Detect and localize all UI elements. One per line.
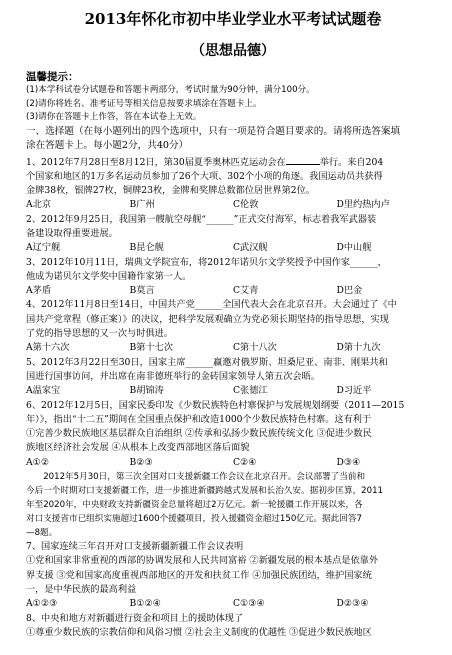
question-8-line2: ①尊重少数民族的宗教信仰和风俗习惯 ②社会主义制度的优越性 ③促进少数民族地区 <box>26 626 372 638</box>
option-b[interactable]: B莫言 <box>129 285 155 297</box>
question-4-line3: 了党的指导思想的又一次与时俱进。 <box>26 328 173 340</box>
question-7-options <box>26 597 440 611</box>
question-8-line1: 8、中央和地方对新疆进行资金和项目上的援助体现了 <box>26 612 244 624</box>
option-a[interactable]: A北京 <box>26 199 52 211</box>
question-1-text-a: 1、2012年7月28日至8月12日，第30届夏季奥林匹克运动会在 <box>26 156 286 168</box>
material-line5: —8题。 <box>26 528 58 539</box>
exam-title: 2013年怀化市初中毕业学业水平考试试题卷 <box>84 10 382 28</box>
question-1-options <box>26 198 440 212</box>
option-c[interactable]: C第十八次 <box>233 342 277 354</box>
section-heading <box>26 125 440 154</box>
option-b[interactable]: B②③ <box>129 456 153 468</box>
question-1 <box>26 154 440 213</box>
option-b[interactable]: B第十七次 <box>129 342 174 354</box>
question-2-options <box>26 241 440 255</box>
reading-material <box>26 470 440 540</box>
option-c[interactable]: C伦敦 <box>233 199 259 211</box>
question-5-line1: 5、2012年3月22日至30日，国家主席______赢邀对俄罗斯、坦桑尼亚、南非、刚果共和 <box>26 356 388 368</box>
question-3-options <box>26 284 440 298</box>
option-a[interactable]: A①②③ <box>26 598 58 610</box>
option-b[interactable]: B昆仑舰 <box>129 242 164 254</box>
question-6-options <box>26 456 440 470</box>
material-line1: 2012年5月30日，第三次全国对口支援新疆工作会议在北京召开。会议部署了当前和 <box>43 472 366 483</box>
material-line2: 今后一个时期对口支援新疆工作，进一步推进新疆跨越式发展和长治久安。据初步匡算，2011 <box>26 486 384 497</box>
question-1-line3: 金牌38枚，银牌27枚，铜牌23枚，金牌和奖牌总数都位居世界第2位。 <box>26 185 315 197</box>
option-b[interactable]: B①②④ <box>129 598 161 610</box>
question-7-line2: ①党和国家非常重视的西部的协调发展和人民共同富裕 ②新疆发展的根本基点是依靠外 <box>26 555 379 567</box>
question-7-line4: 一，是中华民族的最高利益 <box>26 583 137 595</box>
question-3-line2: 他成为诺贝尔文学奖中国籍作家第一人。 <box>26 270 192 282</box>
option-a[interactable]: A辽宁舰 <box>26 242 61 254</box>
question-8 <box>26 612 440 641</box>
option-a[interactable]: A①② <box>26 456 50 468</box>
tip-1: (1)本学科试卷分试题卷和答题卡两部分，考试时量为90分钟，满分100分。 <box>26 85 315 95</box>
question-7-line3: 界支援 ③党和国家高度重视西部地区的开发和扶贫工作 ④加强民族团结，维护国家统 <box>26 569 372 581</box>
option-d[interactable]: D习近平 <box>336 385 372 397</box>
question-7 <box>26 540 440 611</box>
exam-subject: （思想品德） <box>191 43 275 59</box>
answer-blank <box>286 154 320 165</box>
option-d[interactable]: D③④ <box>336 456 361 468</box>
option-d[interactable]: D巴金 <box>336 285 363 297</box>
section-heading-line1: 一、选择题（在每小题列出的四个选项中，只有一项是符合题目要求的。请将所选答案填 <box>26 125 401 137</box>
option-c[interactable]: C武汉舰 <box>233 242 268 254</box>
option-d[interactable]: D第十九次 <box>336 342 381 354</box>
question-4-line2: 国共产党章程（修正案）》的决议，把科学发展观确立为党必须长期坚持的指导思想，实现 <box>26 313 389 325</box>
option-d[interactable]: D中山舰 <box>336 242 372 254</box>
option-d[interactable]: D里约热内卢 <box>336 199 390 211</box>
question-4 <box>26 298 440 355</box>
material-line4: 对口支援省市已组织实施超过1600个援疆项目，投入援疆资金超过150亿元。据此回答7 <box>26 514 362 525</box>
tip-2: (2)请你将姓名、准考证号等相关信息按要求填涂在答题卡上。 <box>26 98 262 109</box>
material-line3: 年至2020年，中央财政支持新疆资金总量将超过2万亿元。新一轮援疆工作开展以来，各 <box>26 500 363 511</box>
question-3 <box>26 256 440 299</box>
option-a[interactable]: A第十六次 <box>26 342 70 354</box>
option-c[interactable]: C②④ <box>233 456 257 468</box>
question-6-line1: 6、2012年12月5日，国家民委印发《少数民族特色村寨保护与发展规划纲要（2011—2015 <box>26 399 405 411</box>
question-4-line1: 4、2012年11月8日至14日，中国共产党______全国代表大会在北京召开。大会通过了《中 <box>26 299 397 311</box>
option-c[interactable]: C艾青 <box>233 285 259 297</box>
question-5-options <box>26 384 440 398</box>
option-b[interactable]: B广州 <box>129 199 155 211</box>
question-5 <box>26 356 440 399</box>
tip-3: (3)请你在答题卡上作答，答在本试卷上无效。 <box>26 112 202 122</box>
option-a[interactable]: A茅盾 <box>26 285 52 297</box>
question-2 <box>26 213 440 256</box>
question-1-line1 <box>26 154 440 170</box>
option-c[interactable]: C①③④ <box>233 598 265 610</box>
question-3-line1: 3、2012年10月11日，瑞典文学院宣布，将2012年诺贝尔文学奖授予中国作家______， <box>26 256 387 268</box>
question-7-line1: 7、国家连续三年召开对口支援新疆新疆工作会议表明 <box>26 541 244 553</box>
question-1-line2: 个国家和地区的1万多名运动员参加了26个大项、302个小项的角逐。我国运动员共获得 <box>26 170 383 182</box>
question-6-line3: ①完善少数民族地区基层群众自治组织 ②传承和弘扬少数民族传统文化 ③促进少数民 <box>26 428 372 440</box>
question-4-options <box>26 341 440 355</box>
option-c[interactable]: C张德江 <box>233 385 268 397</box>
question-5-line2: 国进行国事访问，并出席在南非德班举行的金砖国家领导人第五次会晤。 <box>26 370 320 382</box>
question-2-line2: 备建设取得重要进展。 <box>26 227 118 239</box>
option-a[interactable]: A温家宝 <box>26 385 61 397</box>
option-b[interactable]: B胡锦涛 <box>129 385 164 397</box>
question-6-line2: 年）》，指出“十二五”期间在全国重点保护和改造1000个少数民族特色村寨。这有利于 <box>26 413 372 425</box>
question-6-line4: 族地区经济社会发展 ④从根本上改变西部地区落后面貌 <box>26 442 250 454</box>
question-6 <box>26 399 440 470</box>
option-d[interactable]: D②③④ <box>336 598 369 610</box>
section-heading-line2: 涂在答题卡上。每小题2分，共40分） <box>26 140 189 151</box>
question-1-text-b: 举行。来自204 <box>319 156 384 168</box>
tips-heading: 温馨提示： <box>26 71 79 83</box>
question-2-line1: 2、2012年9月25日，我国第一艘航空母舰“______”正式交付海军，标志着我军武器装 <box>26 213 377 225</box>
